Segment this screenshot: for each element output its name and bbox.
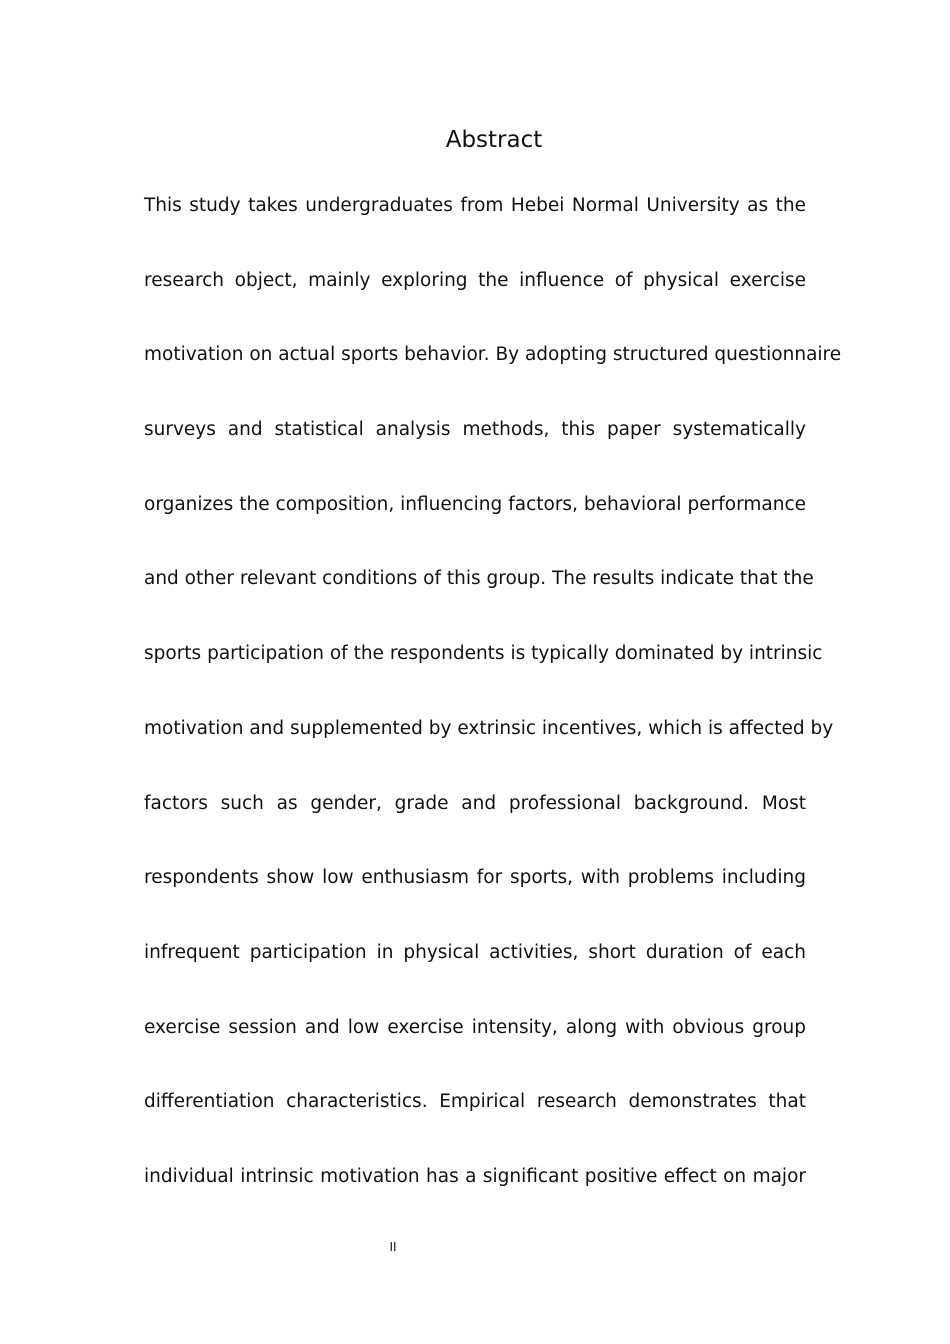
abstract-line: This study takes undergraduates from Hebei Normal University as the: [144, 195, 806, 216]
abstract-line: organizes the composition, influencing factors, behavioral performance: [144, 493, 806, 515]
abstract-line: infrequent participation in physical activities, short duration of each: [144, 941, 806, 963]
abstract-line: individual intrinsic motivation has a significant positive effect on major: [144, 1165, 806, 1187]
abstract-line: respondents show low enthusiasm for sports, with problems including: [144, 867, 806, 889]
page-number: II: [389, 1240, 397, 1254]
abstract-line: factors such as gender, grade and professional background. Most: [144, 792, 806, 814]
abstract-body: [144, 193, 842, 1239]
abstract-line: and other relevant conditions of this group. The results indicate that the: [144, 568, 814, 590]
abstract-title: Abstract: [445, 127, 543, 153]
abstract-line: motivation on actual sports behavior. By adopting structured questionnaire: [144, 344, 842, 366]
abstract-line: surveys and statistical analysis methods, this paper systematically: [144, 419, 806, 441]
abstract-line: differentiation characteristics. Empirical research demonstrates that: [144, 1091, 806, 1113]
abstract-line: motivation and supplemented by extrinsic incentives, which is affected by: [144, 717, 834, 739]
abstract-line: research object, mainly exploring the influence of physical exercise: [144, 269, 806, 291]
abstract-line: sports participation of the respondents is typically dominated by intrinsic: [144, 643, 823, 665]
abstract-line: exercise session and low exercise intensity, along with obvious group: [144, 1016, 806, 1038]
